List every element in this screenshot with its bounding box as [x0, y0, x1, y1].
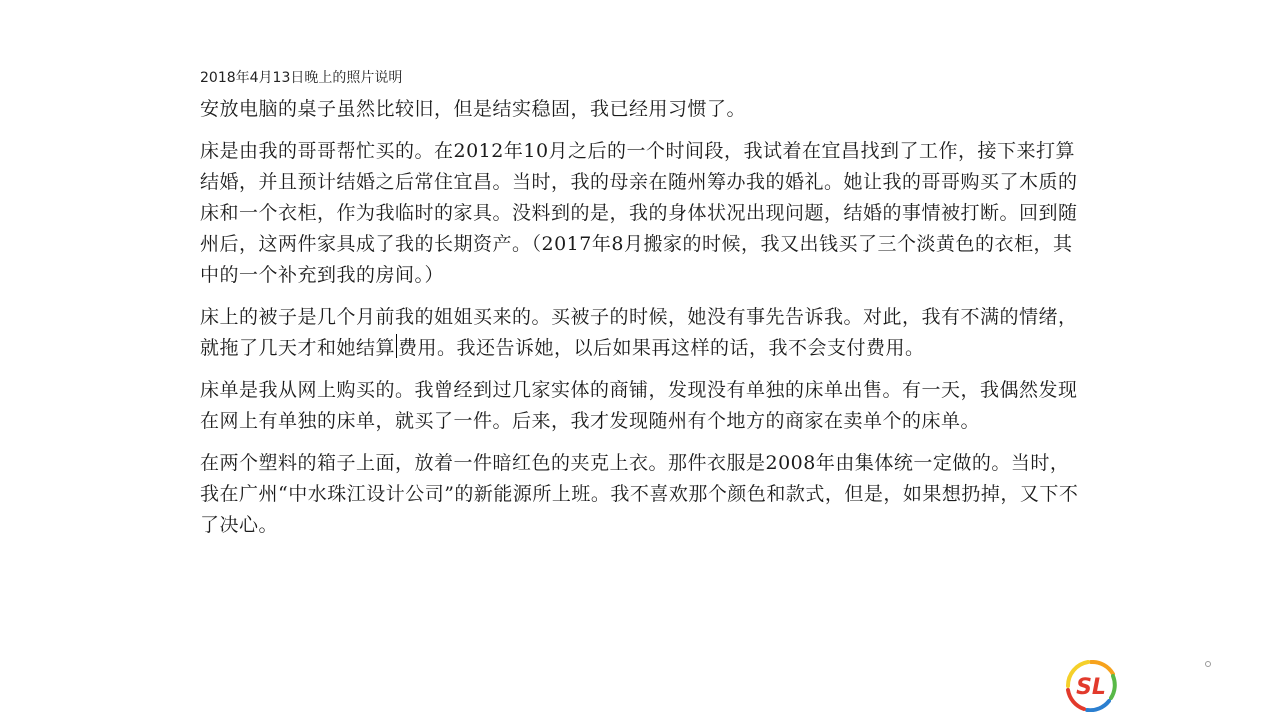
paragraph-quilt-text-after: 费用。我还告诉她，以后如果再这样的话，我不会支付费用。 — [398, 337, 925, 359]
paragraph-bed[interactable]: 床是由我的哥哥帮忙买的。在2012年10月之后的一个时间段，我试着在宜昌找到了工作，接下来打算结婚，并且预计结婚之后常住宜昌。当时，我的母亲在随州筹办我的婚礼。她让我的哥哥购买了木质的床和一个衣柜，作为我临时的家具。没料到的是，我的身体状况出现问题，结婚的事情被打断。回到随州后，这两件家具成了我的长期资产。（2017年8月搬家的时候，我又出钱买了三个淡黄色的衣柜，其中的一个补充到我的房间。） — [200, 140, 1078, 286]
paragraph-desk[interactable]: 安放电脑的桌子虽然比较旧，但是结实稳固，我已经用习惯了。 — [200, 98, 747, 120]
document-body — [200, 68, 1080, 552]
logo-text: SL — [1076, 675, 1106, 700]
paragraph-jacket[interactable]: 在两个塑料的箱子上面，放着一件暗红色的夹克上衣。那件衣服是2008年由集体统一定做的。当时，我在广州“中水珠江设计公司”的新能源所上班。我不喜欢那个颜色和款式，但是，如果想扔掉，又下不了决心。 — [200, 452, 1079, 536]
paragraph-quilt-text-before: 床上的被子是几个月前我的姐姐买来的。买被子的时候，她没有事先告诉我。对此，我有不满的情绪，就拖了几天才和她结算 — [200, 306, 1078, 359]
document-title: 2018年4月13日晚上的照片说明 — [200, 70, 403, 86]
paragraph-bedsheet[interactable]: 床单是我从网上购买的。我曾经到过几家实体的商铺，发现没有单独的床单出售。有一天，我偶然发现在网上有单独的床单，就买了一件。后来，我才发现随州有个地方的商家在卖单个的床单。 — [200, 379, 1078, 432]
page-marker-icon — [1205, 661, 1211, 667]
text-cursor — [396, 334, 397, 358]
paragraph-quilt[interactable] — [200, 302, 1080, 364]
sl-logo-icon — [1065, 660, 1117, 712]
